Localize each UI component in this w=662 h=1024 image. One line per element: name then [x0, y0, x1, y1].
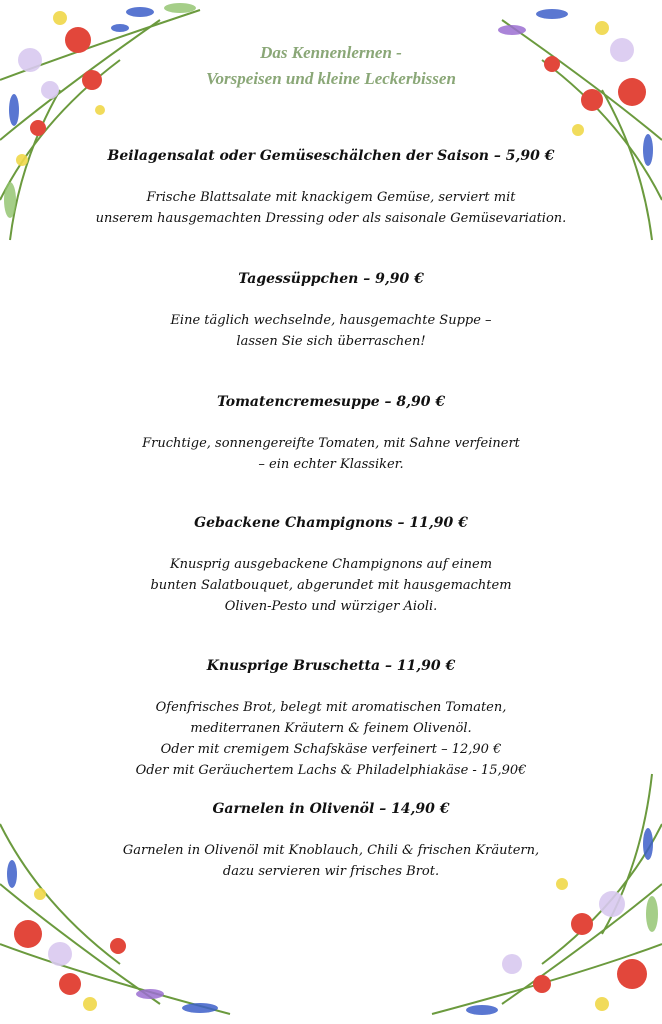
description-line: Frische Blattsalate mit knackigem Gemüse, serviert mit: [146, 190, 516, 205]
description-line: mediterranen Kräutern & feinem Olivenöl.: [190, 721, 472, 736]
menu-item-title: Tagessüppchen – 9,90 €: [238, 271, 424, 287]
page-title: [0, 40, 662, 92]
menu-item-knusprige-bruschetta: [0, 657, 662, 781]
menu-item-tagessueppchen: [0, 270, 662, 352]
description-line: Knusprig ausgebackene Champignons auf einem: [169, 557, 493, 572]
menu-item-beilagensalat: [0, 147, 662, 229]
menu-item-garnelen-in-olivenoel: [0, 800, 662, 882]
menu-item-gebackene-champignons: [0, 514, 662, 617]
description-line: dazu servieren wir frisches Brot.: [222, 864, 440, 879]
description-line: Fruchtige, sonnengereifte Tomaten, mit Sahne verfeinert: [142, 436, 520, 451]
menu-item-description: [0, 554, 662, 617]
description-line: unserem hausgemachten Dressing oder als saisonale Gemüsevariation.: [95, 211, 567, 226]
menu-item-description: [0, 840, 662, 882]
menu-item-description: [0, 433, 662, 475]
menu-item-tomatencremesuppe: [0, 393, 662, 475]
menu-item-title: Tomatencremesuppe – 8,90 €: [216, 394, 446, 410]
menu-item-title: Gebackene Champignons – 11,90 €: [194, 515, 468, 531]
menu-item-description: [0, 310, 662, 352]
description-line: Ofenfrisches Brot, belegt mit aromatischen Tomaten,: [155, 700, 507, 715]
menu-item-title: Beilagensalat oder Gemüseschälchen der Saison – 5,90 €: [107, 148, 555, 164]
description-line: – ein echter Klassiker.: [258, 457, 404, 472]
menu-item-description: [0, 697, 662, 781]
menu-item-title: Garnelen in Olivenöl – 14,90 €: [212, 801, 450, 817]
description-line: Oliven-Pesto und würziger Aioli.: [224, 599, 438, 614]
description-line: Garnelen in Olivenöl mit Knoblauch, Chili & frischen Kräutern,: [122, 843, 540, 858]
description-line: Eine täglich wechselnde, hausgemachte Suppe –: [170, 313, 492, 328]
page-title-line-2: Vorspeisen und kleine Leckerbissen: [206, 69, 456, 88]
description-line: bunten Salatbouquet, abgerundet mit hausgemachtem: [150, 578, 512, 593]
description-line: Oder mit Geräuchertem Lachs & Philadelphiakäse - 15,90€: [135, 763, 527, 778]
description-line: lassen Sie sich überraschen!: [236, 334, 426, 349]
menu-item-title: Knusprige Bruschetta – 11,90 €: [206, 658, 456, 674]
description-line: Oder mit cremigem Schafskäse verfeinert – 12,90 €: [160, 742, 502, 757]
page-title-line-1: Das Kennenlernen -: [260, 43, 402, 62]
menu-item-description: [0, 187, 662, 229]
